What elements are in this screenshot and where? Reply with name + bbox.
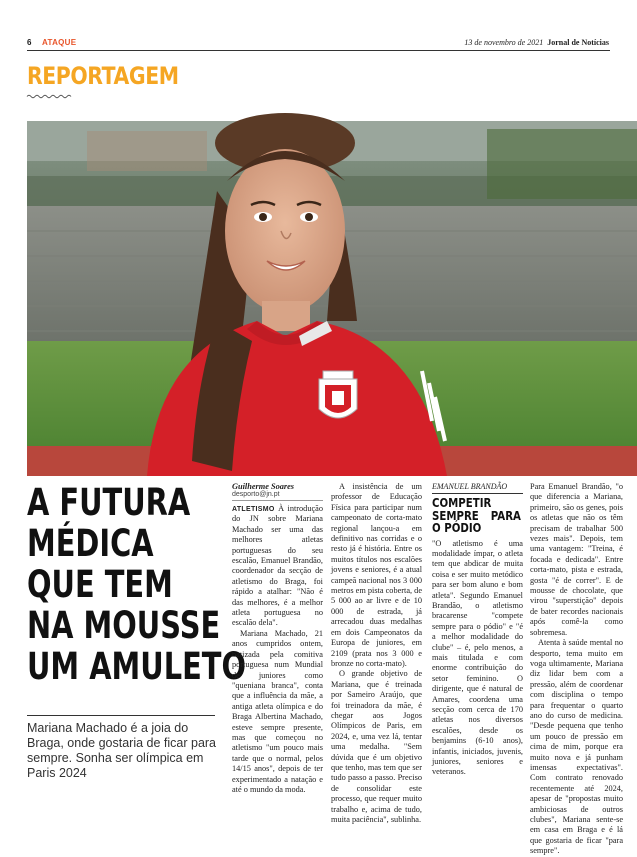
article-paragraph: Para Emanuel Brandão, "o que diferencia a Mariana, primeiro, são os genes, pois os atletas que não os têm precisam de trabalhar 500 vezes mais". Depois, tem uma vantagem: "Treina, é focada e dedicada". Entre corta-mato, pista e estrada, gosta "é de correr". E de mousse de chocolate, que virou "superstição" depois de bater recordes nacionais após comê-la como sobremesa. [530, 482, 623, 637]
article-column-4 [530, 482, 623, 857]
article-paragraph: Mariana Machado, 21 anos cumpridos ontem, batizada pela comitiva portuguesa num Mundial de juniores como "queniana branca", conta que a influência da mãe, a antiga atleta olímpica e do Braga Albertina Machado, esteve sempre presente, mas que começou no atletismo "um pouco mais tarde que o normal, pelos 14/15 anos", depois de ter experimentado a natação e até o mundo da moda. [232, 628, 323, 794]
article-paragraph: O grande objetivo de Mariana, que é treinada por Sameiro Araújo, que foi treinadora da mãe, é chegar aos Jogos Olímpicos de Paris, em 2024, e, uma vez lá, tentar uma medalha. "Sem dúvida que é um objetivo que tenho, mas tem que ser tudo passo a passo. Preciso de consolidar este processo, que requer muito trabalho e, acima de tudo, muita paciência", sublinha. [331, 669, 422, 824]
page-header [0, 0, 637, 50]
standfirst: Mariana Machado é a joia do Braga, onde gostaria de ficar para sempre. Sonha ser olímpica em Paris 2024 [27, 721, 217, 780]
headline-line: A FUTURA [27, 481, 191, 524]
page-number: 6 [27, 38, 32, 47]
lead-word: ATLETISMO [232, 506, 275, 513]
headline-line: QUE TEM [27, 563, 173, 606]
headline-line: MÉDICA [27, 522, 154, 565]
box-rule [432, 493, 523, 494]
header-rule [27, 50, 610, 51]
sidebar-box [432, 482, 523, 778]
paragraph-text: À introdução do JN sobre Mariana Machado ser uma das melhores atletas portuguesas do seu escalão, Emanuel Brandão, coordenador da secção de atletismo do Braga, foi rápido a atalhar: "Não é das melhores, é a melhor atleta portuguesa no escalão dela". [232, 504, 323, 628]
athlete-photo [27, 121, 637, 476]
article-paragraph: Atenta à saúde mental no desporto, tema muito em voga ultimamente, Mariana diz lidar bem com a pressão, além de coordenar com disciplina o tempo para frequentar o quarto ano do curso de medicina. "Desde pequena que tenho um pouco de pressão em cima de mim, porque era muito nova e já punham imensas expectativas". Com contrato renovado recentemente até 2024, apesar de "propostas muito ambiciosas de outros clubes", Mariana sente-se em casa em Braga e é lá que gostaria de ficar "para sempre". [530, 638, 623, 856]
article-paragraph: A insistência de um professor de Educação Física para participar num campeonato de corta-mato regional lançou-a em definitivo nas corridas e o resto já é história. Entre os muitos títulos nos escalões jovens e seniores, é a atual campeã nacional nos 3 000 metros em pista coberta, de 5 000 ao ar livre e de 10 000 de estrada, já arrecadou duas medalhas em dois Campeonatos da Europa de juniores, em 2109 (prata nos 3 000 e bronze no corta-mato). [331, 482, 423, 668]
box-paragraph: "O atletismo é uma modalidade ímpar, o atleta tem que abdicar de muita coisa e ser muito metódico para ser bom aluno e bom atleta". Segundo Emanuel Brandão, o atletismo bracarense "compete sempre para o pódio" e "é a melhor modalidade do clube" – é, pelo menos, a mais titulada e com enorme contribuição do setor feminino. O dirigente, que é natural de Amares, coordena uma secção com cerca de 170 atletas nos diversos escalões, desde os benjamins (6-10 anos), infantis, iniciados, juvenis, juniores, seniores e veteranos. [432, 538, 523, 777]
standfirst-rule [27, 715, 215, 716]
newspaper-name: Jornal de Notícias [547, 38, 609, 47]
kicker: REPORTAGEM [27, 62, 179, 90]
date-text: 13 de novembro de 2021 [464, 38, 544, 47]
headline [27, 481, 247, 688]
headline-line: NA MOUSSE [27, 604, 221, 647]
section-label: ATAQUE [42, 38, 77, 47]
author-name: Guilherme Soares [232, 482, 295, 491]
article-column-2 [331, 482, 422, 825]
headline-line: UM AMULETO [27, 645, 247, 688]
box-title: COMPETIR SEMPRE PARA O PÓDIO [432, 496, 521, 535]
box-byline: EMANUEL BRANDÃO [432, 482, 508, 491]
author-email: desporto@jn.pt [232, 491, 280, 498]
issue-date [464, 38, 609, 47]
byline-rule [232, 500, 323, 501]
squiggle-ornament [27, 94, 73, 99]
article-column-1 [232, 482, 323, 795]
article-paragraph [232, 504, 323, 629]
